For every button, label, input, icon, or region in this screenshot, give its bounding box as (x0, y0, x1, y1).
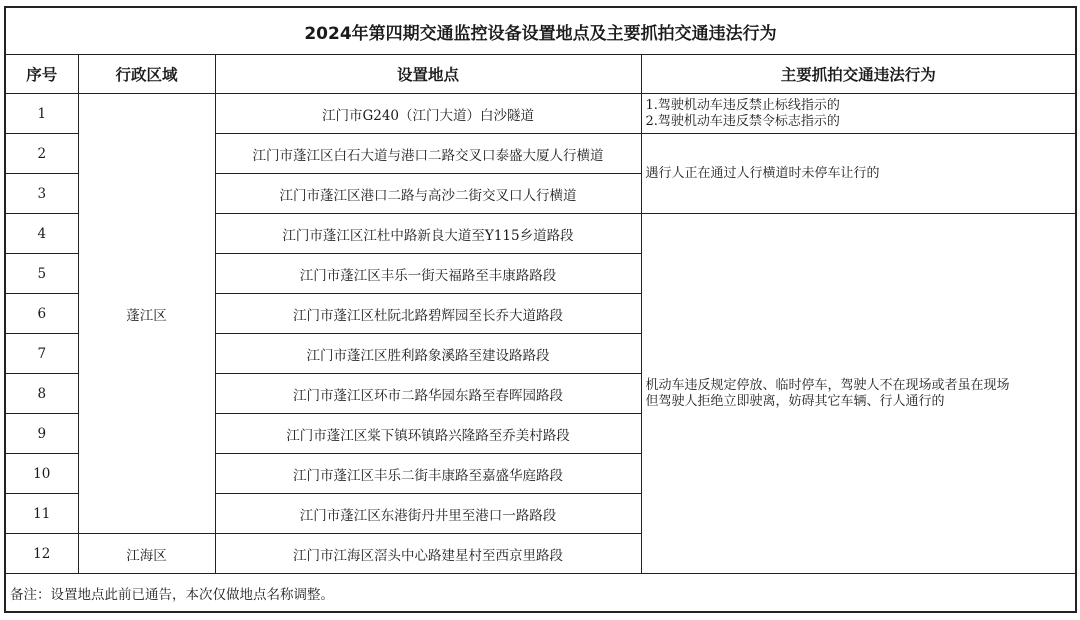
row-index: 12 (5, 534, 78, 574)
row-index: 2 (5, 134, 78, 174)
violation-line: 但驾驶人拒绝立即驶离，妨碍其它车辆、行人通行的 (645, 393, 945, 409)
row-location: 江门市蓬江区东港街丹井里至港口一路路段 (215, 494, 641, 534)
violation-line: 2.驾驶机动车违反禁令标志指示的 (645, 113, 840, 129)
row-index: 7 (5, 334, 78, 374)
row-location: 江门市蓬江区江杜中路新良大道至Y115乡道路段 (215, 214, 641, 254)
district-jianghai: 江海区 (78, 534, 215, 574)
row-location: 江门市G240（江门大道）白沙隧道 (215, 94, 641, 134)
row-index: 1 (5, 94, 78, 134)
row-location: 江门市蓬江区胜利路象溪路至建设路路段 (215, 334, 641, 374)
violation-group-3 (641, 214, 1076, 574)
violation-group-1 (641, 94, 1076, 134)
row-location: 江门市蓬江区杜阮北路碧辉园至长乔大道路段 (215, 294, 641, 334)
table-title: 2024年第四期交通监控设备设置地点及主要抓拍交通违法行为 (5, 7, 1076, 55)
row-index: 6 (5, 294, 78, 334)
violation-group-2: 遇行人正在通过人行横道时未停车让行的 (641, 134, 1076, 214)
row-index: 9 (5, 414, 78, 454)
row-location: 江门市蓬江区丰乐一街天福路至丰康路路段 (215, 254, 641, 294)
row-index: 3 (5, 174, 78, 214)
row-index: 11 (5, 494, 78, 534)
table-note: 备注：设置地点此前已通告，本次仅做地点名称调整。 (5, 574, 1076, 613)
row-index: 10 (5, 454, 78, 494)
violation-line: 1.驾驶机动车违反禁止标线指示的 (645, 97, 840, 113)
monitoring-locations-table (4, 6, 1077, 613)
row-location: 江门市蓬江区棠下镇环镇路兴隆路至乔美村路段 (215, 414, 641, 454)
row-location: 江门市蓬江区港口二路与高沙二街交叉口人行横道 (215, 174, 641, 214)
header-location: 设置地点 (215, 55, 641, 94)
row-index: 5 (5, 254, 78, 294)
header-district: 行政区域 (78, 55, 215, 94)
violation-line: 机动车违反规定停放、临时停车，驾驶人不在现场或者虽在现场 (645, 377, 1010, 393)
row-location: 江门市蓬江区环市二路华园东路至春晖园路段 (215, 374, 641, 414)
row-index: 4 (5, 214, 78, 254)
table-row (5, 94, 1076, 134)
row-location: 江门市蓬江区白石大道与港口二路交叉口泰盛大厦人行横道 (215, 134, 641, 174)
header-index: 序号 (5, 55, 78, 94)
district-pengjiang: 蓬江区 (78, 94, 215, 534)
row-location: 江门市江海区滘头中心路建星村至西京里路段 (215, 534, 641, 574)
row-location: 江门市蓬江区丰乐二街丰康路至嘉盛华庭路段 (215, 454, 641, 494)
header-violation: 主要抓拍交通违法行为 (641, 55, 1076, 94)
row-index: 8 (5, 374, 78, 414)
